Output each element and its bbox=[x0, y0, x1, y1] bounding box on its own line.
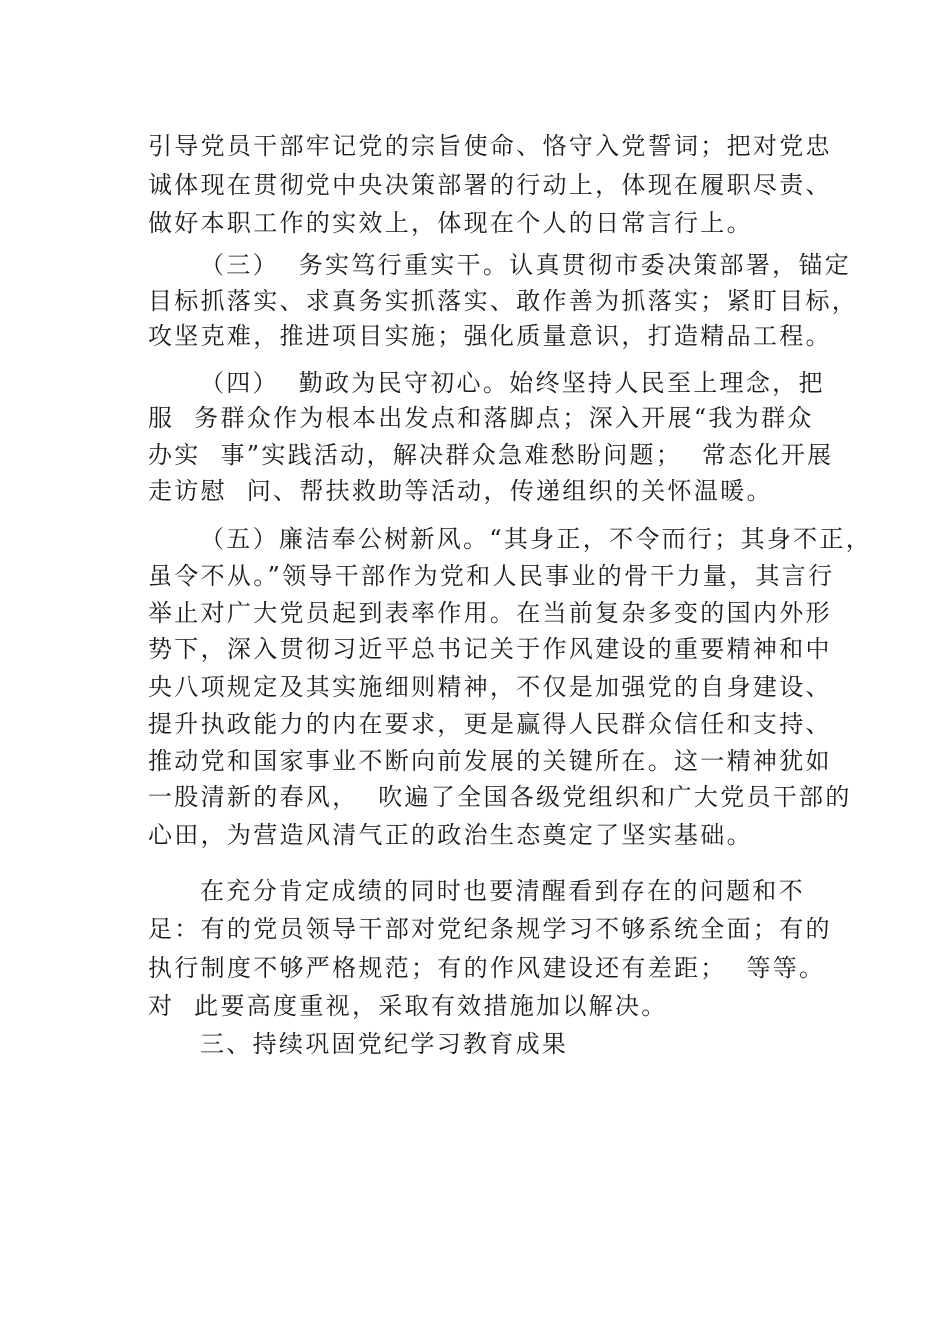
text-line: 举止对广大党员起到表率作用。在当前复杂多变的国内外形 bbox=[148, 599, 832, 627]
section-heading: 三、持续巩固党纪学习教育成果 bbox=[200, 1030, 569, 1058]
text-line: 办实 事”实践活动，解决群众急难愁盼问题； 常态化开展 bbox=[148, 441, 834, 469]
text-line: 走访慰 问、帮扶救助等活动，传递组织的关怀温暖。 bbox=[148, 477, 773, 505]
text-line: 做好本职工作的实效上，体现在个人的日常言行上。 bbox=[148, 209, 753, 237]
text-line: 执行制度不够严格规范；有的作风建设还有差距； 等等。 bbox=[148, 954, 826, 982]
text-line: 攻坚克难，推进项目实施；强化质量意识，打造精品工程。 bbox=[148, 322, 832, 350]
text-line: 一股清新的春风， 吹遍了全国各级党组织和广大党员干部的 bbox=[148, 783, 852, 811]
text-line: 推动党和国家事业不断向前发展的关键所在。这一精神犹如 bbox=[148, 747, 832, 775]
text-line: 诚体现在贯彻党中央决策部署的行动上，体现在履职尽责、 bbox=[148, 171, 832, 199]
text-line: （五）廉洁奉公树新风。“其身正，不令而行；其身不正， bbox=[200, 525, 873, 553]
text-line: （四） 勤政为民守初心。始终坚持人民至上理念，把 bbox=[200, 369, 825, 397]
text-line: 服 务群众作为根本出发点和落脚点；深入开展“我为群众 bbox=[148, 404, 814, 432]
text-line: 引导党员干部牢记党的宗旨使命、恪守入党誓词；把对党忠 bbox=[148, 132, 832, 160]
text-line: 在充分肯定成绩的同时也要清醒看到存在的问题和不 bbox=[200, 877, 805, 905]
text-line: 提升执政能力的内在要求，更是赢得人民群众信任和支持、 bbox=[148, 710, 832, 738]
text-line: 央八项规定及其实施细则精神，不仅是加强党的自身建设、 bbox=[148, 673, 832, 701]
text-line: 虽令不从。”领导干部作为党和人民事业的骨干力量，其言行 bbox=[148, 562, 835, 590]
text-line: （三） 务实笃行重实干。认真贯彻市委决策部署，锚定 bbox=[200, 251, 852, 279]
text-line: 目标抓落实、求真务实抓落实、敢作善为抓落实；紧盯目标， bbox=[148, 287, 859, 315]
text-line: 足：有的党员领导干部对党纪条规学习不够系统全面；有的 bbox=[148, 915, 832, 943]
text-line: 势下，深入贯彻习近平总书记关于作风建设的重要精神和中 bbox=[148, 635, 832, 663]
text-line: 对 此要高度重视，采取有效措施加以解决。 bbox=[148, 992, 668, 1020]
text-line: 心田，为营造风清气正的政治生态奠定了坚实基础。 bbox=[148, 821, 753, 849]
